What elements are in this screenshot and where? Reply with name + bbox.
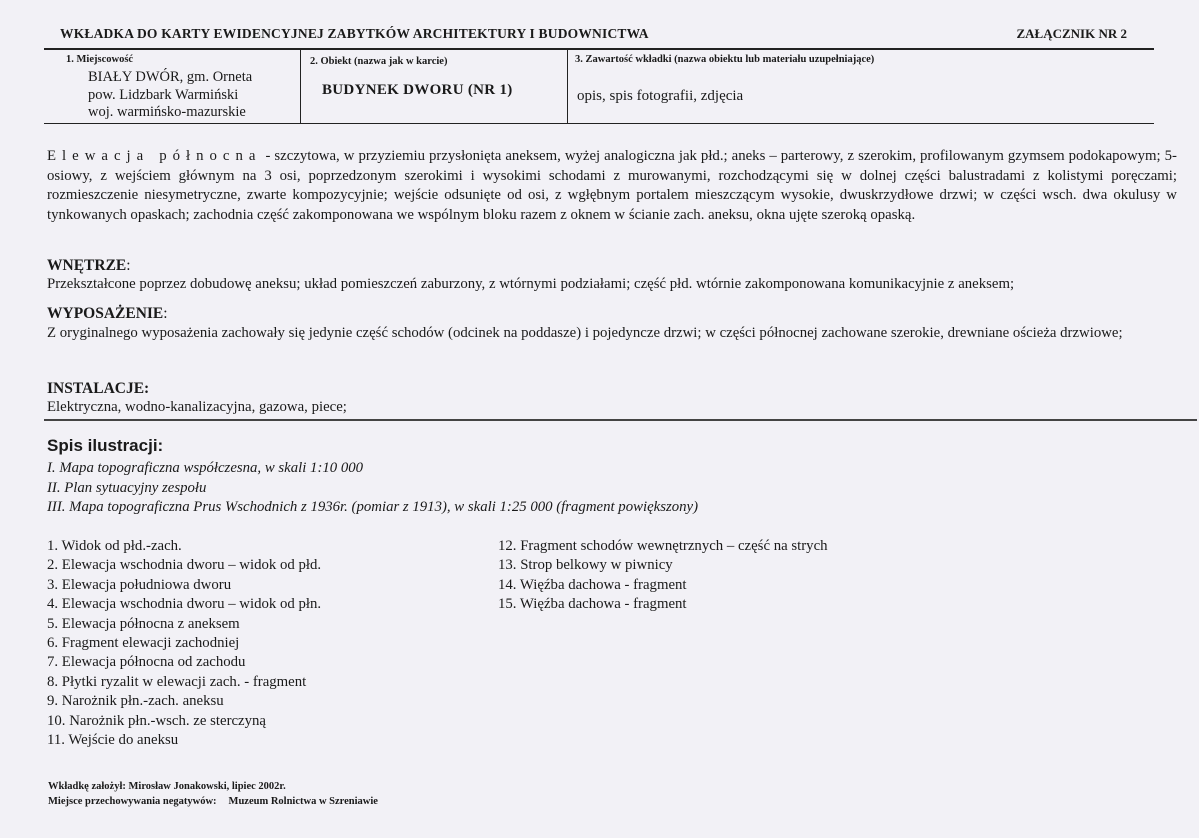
list-item: 5. Elewacja północna z aneksem: [47, 615, 240, 632]
interior-heading: WNĘTRZE:: [47, 257, 131, 274]
list-item: 7. Elewacja północna od zachodu: [47, 654, 246, 671]
north-elevation-heading: Elewacja północna: [47, 148, 262, 164]
storage-value: Muzeum Rolnictwa w Szreniawie: [228, 796, 378, 807]
list-item: 15. Więźba dachowa - fragment: [498, 596, 687, 613]
contents-label: 3. Zawartość wkładki (nazwa obiektu lub materiału uzupełniające): [575, 54, 875, 65]
photo-list-right: [498, 537, 828, 615]
list-item: 3. Elewacja południowa dworu: [47, 576, 232, 593]
list-item: 6. Fragment elewacji zachodniej: [47, 635, 240, 652]
list-item: 14. Więźba dachowa - fragment: [498, 576, 687, 593]
table-divider-2: [567, 49, 568, 124]
storage-note: [48, 796, 378, 807]
north-elevation-paragraph: [47, 147, 1177, 225]
section-divider: [44, 419, 1197, 421]
contents-value: opis, spis fotografii, zdjęcia: [577, 88, 744, 104]
interior-text: Przekształcone poprzez dobudowę aneksu; układ pomieszczeń zaburzony, z wtórnymi podziałami; część płd. wtórnie zakomponowana komunikacyjnie z aneksem;: [47, 276, 1015, 292]
table-divider-1: [300, 49, 301, 124]
installations-heading: INSTALACJE:: [47, 380, 150, 397]
location-line: BIAŁY DWÓR, gm. Orneta: [88, 69, 253, 85]
illustrations-title: Spis ilustracji:: [47, 436, 164, 455]
map-item: III. Mapa topograficzna Prus Wschodnich z 1936r. (pomiar z 1913), w skali 1:25 000 (fragment powiększony): [47, 499, 699, 515]
north-elevation-text: - szczytowa, w przyziemiu przysłonięta aneksem, wyżej analogiczna jak płd.; aneks – parterowy, z szerokim, profilowanym gzymsem podokapowym; 5-osiowy, z wejściem głównym na 3 osi, poprzedzonym szerokimi i wysokimi schodami z murowanymi, rozchodzącymi się w dolnej części balustradami z kolistymi poręczami; rozmieszczenie niesymetryczne, zwarte kompozycyjnie; wejście odsunięte od osi, z wgłębnym portalem mieszczącym wysokie, dwuskrzydłowe drzwi; w części wsch. dwa okulusy w tynkowanych opaskach; zachodnia część zakomponowana we wspólnym bloku razem z oknem w ścianie zach. aneksu, okna ujęte szeroką opaską.: [47, 148, 1177, 223]
equipment-heading: WYPOSAŻENIE:: [47, 305, 168, 322]
location-value: [88, 69, 252, 122]
table-bottom-border: [44, 123, 1154, 124]
object-label: 2. Obiekt (nazwa jak w karcie): [310, 56, 448, 67]
object-name: BUDYNEK DWORU (NR 1): [322, 82, 513, 98]
list-item: 2. Elewacja wschodnia dworu – widok od płd.: [47, 557, 322, 574]
list-item: 4. Elewacja wschodnia dworu – widok od płn.: [47, 596, 322, 613]
list-item: 12. Fragment schodów wewnętrznych – część na strych: [498, 538, 828, 554]
annex-number: ZAŁĄCZNIK NR 2: [1016, 26, 1127, 41]
location-line: pow. Lidzbark Warmiński: [88, 86, 239, 103]
location-label: 1. Miejscowość: [66, 54, 134, 65]
map-item: I. Mapa topograficzna współczesna, w skali 1:10 000: [47, 460, 364, 476]
equipment-text: Z oryginalnego wyposażenia zachowały się jedynie część schodów (odcinek na poddasze) i pojedyncze drzwi; w części północnej zachowane szerokie, drewniane ościeża drzwiowe;: [47, 325, 1123, 341]
list-item: 10. Narożnik płn.-wsch. ze sterczyną: [47, 712, 266, 729]
list-item: 11. Wejście do aneksu: [47, 732, 179, 749]
list-item: 13. Strop belkowy w piwnicy: [498, 557, 673, 574]
photo-list-left: [47, 537, 321, 750]
table-top-border: [44, 48, 1154, 50]
document-title: WKŁADKA DO KARTY EWIDENCYJNEJ ZABYTKÓW ARCHITEKTURY I BUDOWNICTWA: [60, 26, 649, 41]
list-item: 8. Płytki ryzalit w elewacji zach. - fragment: [47, 673, 307, 690]
storage-label: Miejsce przechowywania negatywów:: [48, 796, 217, 807]
location-line: woj. warmińsko-mazurskie: [88, 104, 246, 120]
author-note: Wkładkę założył: Mirosław Jonakowski, lipiec 2002r.: [48, 781, 286, 792]
list-item: 1. Widok od płd.-zach.: [47, 538, 182, 554]
installations-text: Elektryczna, wodno-kanalizacyjna, gazowa, piece;: [47, 399, 347, 415]
map-item: II. Plan sytuacyjny zespołu: [47, 480, 207, 496]
list-item: 9. Narożnik płn.-zach. aneksu: [47, 693, 224, 710]
